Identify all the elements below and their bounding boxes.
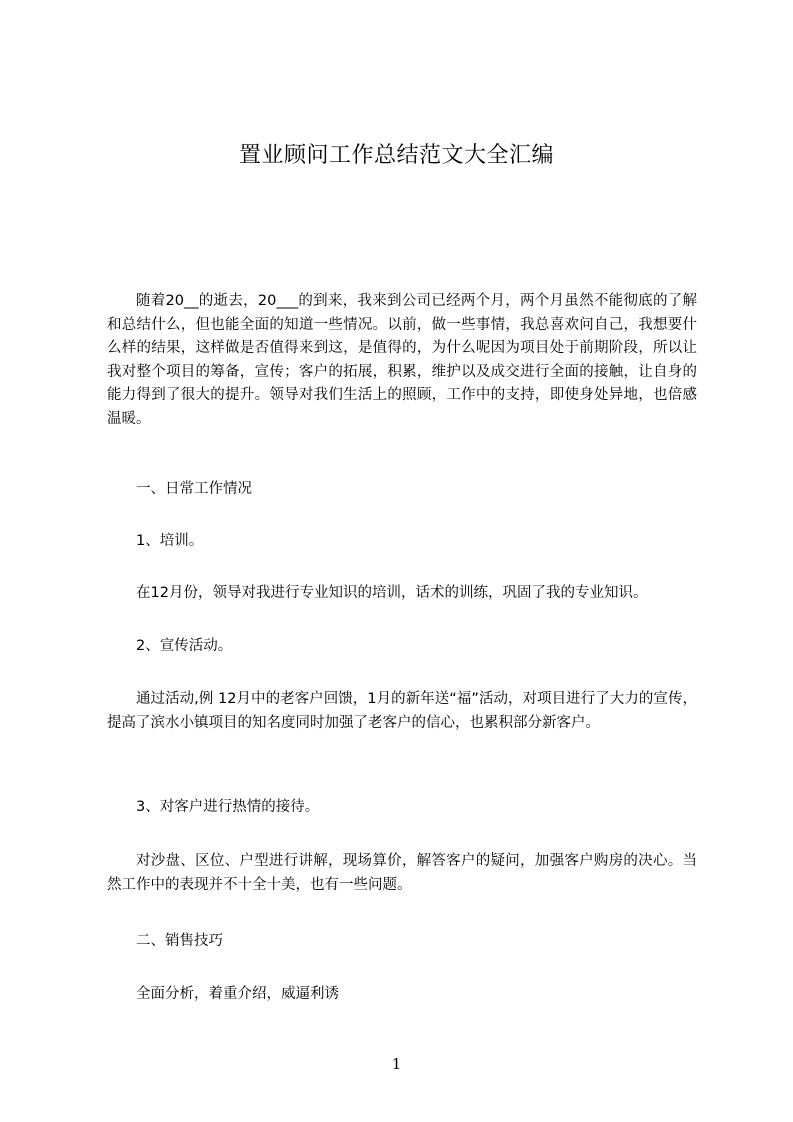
- paragraph-reception: 对沙盘、区位、户型进行讲解，现场算价，解答客户的疑问，加强客户购房的决心。当然工作中的表现并不十全十美，也有一些问题。: [107, 853, 697, 893]
- intro-paragraph: 随着20__的逝去，20___的到来，我来到公司已经两个月，两个月虽然不能彻底的了解和总结什么，但也能全面的知道一些情况。以前，做一些事情，我总喜欢问自己，我想要什么样的结果，这样做是否值得来到这，是值得的，为什么呢因为项目处于前期阶段，所以让我对整个项目的筹备，宣传；客户的拓展，积累，维护以及成交进行全面的接触，让自身的能力得到了很大的提升。领导对我们生活上的照顾，工作中的支持，即使身处异地，也倍感温暖。: [107, 293, 697, 427]
- item-heading-promotion: 2、宣传活动。: [136, 638, 233, 654]
- section-heading-daily-work: 一、日常工作情况: [136, 481, 252, 497]
- page-number: 1: [391, 1055, 402, 1073]
- paragraph-sales-skills: 全面分析，着重介绍，威逼利诱: [136, 986, 339, 1002]
- item-heading-training: 1、培训。: [136, 533, 204, 549]
- document-title: 置业顾问工作总结范文大全汇编: [238, 143, 554, 168]
- paragraph-training: 在12月份，领导对我进行专业知识的培训，话术的训练，巩固了我的专业知识。: [136, 585, 648, 601]
- item-heading-reception: 3、对客户进行热情的接待。: [136, 799, 320, 815]
- paragraph-promotion: 通过活动,例 12月中的老客户回馈，1月的新年送“福”活动，对项目进行了大力的宣传，提高了滨水小镇项目的知名度同时加强了老客户的信心，也累积部分新客户。: [107, 691, 697, 731]
- section-heading-sales-skills: 二、销售技巧: [136, 933, 223, 949]
